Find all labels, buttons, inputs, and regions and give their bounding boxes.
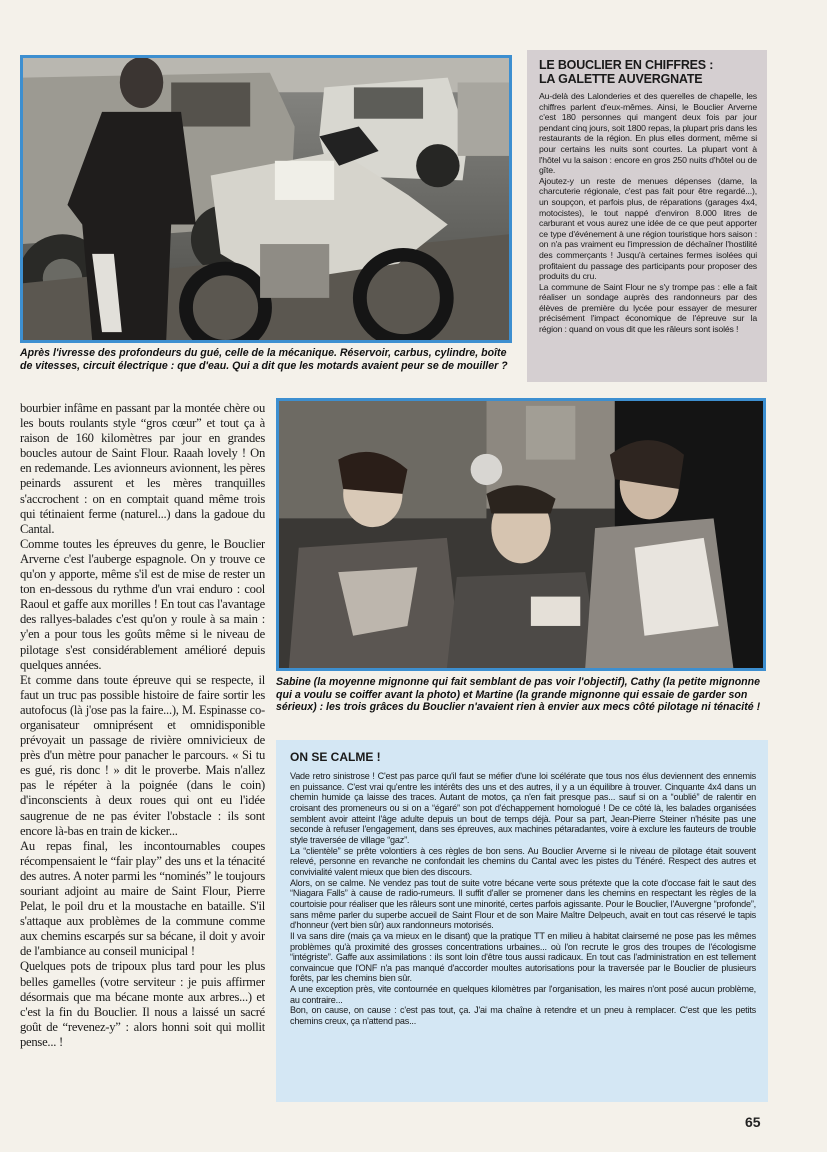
riders-photo-image: [279, 401, 763, 668]
calm-box-paragraph: Il va sans dire (mais ça va mieux en le disant) que la pratique TT en milieu à habitat clairsemé ne pose pas les mêmes problèmes qu'à proximité des grosses concentrations urbaines... où l'on recrute le gros des troupes de l'écologisme “intégriste”. Gaffe aux assimilations : ils sont loin d'être tous aussi radicaux. En tout cas l'administration en est tellement convaincue que l'ONF n'a pas manqué d'accorder moultes autorisations pour la traversée par le Bouclier de plusieurs forêts, par les chemins bien sûr.: [290, 930, 756, 984]
sidebar-paragraph: Ajoutez-y un reste de menues dépenses (dame, la charcuterie régionale, c'est pas fait pour être regardé...), un soupçon, et parfois plus, de réparations (garages 4x4, motocistes), le tout nappé d'environ 8.000 litres de carburant et vous aurez une idée de ce que peut apporter ce type d'événement à une région touristique hors saison : on n'a pas vraiment eu l'impression de déchaîner l'hostilité des commerçants ! Jusqu'à certaines fermes isolées qui profitaient du passage des participants pour proposer des produits du cru.: [539, 175, 757, 282]
calm-box-title: ON SE CALME !: [290, 750, 381, 764]
article-paragraph: Comme toutes les épreuves du genre, le Bouclier Arverne c'est l'auberge espagnole. On y trouve ce qu'on y apporte, même s'il est de mise de rester un ton en-dessous du rythme d'un vrai enduro : cool Raoul et gaffe aux morilles ! En tout cas l'avantage des rallyes-balades c'est qu'on y roule à sa main : y'en a pour tous les goûts même si le niveau de pilotage s'est considérablement amélioré depuis quelques années.: [20, 536, 265, 672]
article-paragraph: Quelques pots de tripoux plus tard pour les plus belles gamelles (votre serviteur : je puis affirmer désormais que ma bécane monte aux arbres...) et c'est la fin du Bouclier. Il nous a laissé un sacré goût de “revenez-y” : alors honni soit qui mollit pense... !: [20, 959, 265, 1049]
calm-box-paragraph: A une exception près, vite contournée en quelques kilomètres par l'organisation, les maires n'ont posé aucun problème, au contraire...: [290, 984, 756, 1005]
sidebar-paragraph: Au-delà des Lalonderies et des querelles de chapelle, les chiffres parlent d'eux-mêmes. Ainsi, le Bouclier Arverne c'est 180 personnes qui mangent deux fois par jour pendant cinq jours, soit 1800 repas, la plupart pris dans les restaurants de la région. En plus elles dorment, même si pour certains les nuits sont courtes. La plupart vont à l'hôtel vu la saison : encore en gros 250 nuits d'hôtel ou de gîte.: [539, 91, 757, 176]
sidebar-figures-box: [527, 50, 767, 382]
photo-three-riders: [276, 398, 766, 671]
calm-box-paragraph: Bon, on cause, on cause : c'est pas tout, ça. J'ai ma chaîne à retendre et un pneu à remplacer. C'est que les petits chemins creux, ça n'attend pas...: [290, 1005, 756, 1027]
photo-caption-riders: Sabine (la moyenne mignonne qui fait semblant de pas voir l'objectif), Cathy (la petite mignonne qui a voulu se coiffer avant la photo) et Martine (la grande mignonne qui essaie de garder son sérieux) : les trois grâces du Bouclier n'avaient rien à envier aux mecs côté pilotage ni ténacité !: [276, 676, 761, 714]
sidebar-title: [539, 58, 757, 86]
motorcycle-photo-image: [23, 58, 509, 340]
article-paragraph: bourbier infâme en passant par la montée chère ou les bouts roulants style “gros cœur” et tout ça à raison de 160 kilomètres par jour en grandes boucles autour de Saint Flour. Raaah lovely ! On en redemande. Les avionneurs avionnent, les pères peinards assurent et les mères tranquilles s'accrochent : on en comptait quand même trois qui tétinaient ferme (naturel...) dans la gadoue du Cantal.: [20, 401, 265, 536]
photo-motorcycle-mechanic: [20, 55, 512, 343]
page-number: 65: [745, 1114, 761, 1130]
sidebar-title-line2: LA GALETTE AUVERGNATE: [539, 72, 703, 86]
sidebar-title-line1: LE BOUCLIER EN CHIFFRES :: [539, 58, 714, 72]
photo-caption-motorcycle: Après l'ivresse des profondeurs du gué, celle de la mécanique. Réservoir, carbus, cylindre, boîte de vitesses, circuit électrique : que d'eau. Qui a dit que les motards avaient peur se de mouiller ?: [20, 347, 508, 372]
calm-box-paragraph: La “clientèle” se prête volontiers à ces règles de bon sens. Au Bouclier Arverne si le niveau de pilotage était souvent relevé, personne en revanche ne confondait les chemins du Cantal avec les pistes du Ténéré. Respect des autres et convivialité valent mieux que bien des discours.: [290, 845, 756, 877]
article-body-column: [20, 401, 265, 1106]
sidebar-paragraph: La commune de Saint Flour ne s'y trompe pas : elle a fait réaliser un sondage auprès des randonneurs par des élèves de première du lycée pour essayer de mesurer précisément l'impact économique de l'épreuve sur la région : quand on vous dit que les râleurs sont isolés !: [539, 281, 757, 335]
calm-box-paragraph: Vade retro sinistrose ! C'est pas parce qu'il faut se méfier d'une loi scélérate que tous nos élus deviennent des ennemis en puissance. C'est vrai qu'entre les intérêts des uns et des autres, il y a un équilibre à trouver. Cinquante 4x4 dans un chemin humide ça laisse des traces. Autant de motos, ça n'en fait presque pas... sauf si on a “oublié” de ralentir en croisant des promeneurs ou si on a “égaré” son pot d'échappement homologué ! De ce côté là, les balades organisées semblent avoir atteint l'âge adulte depuis un bout de temps déjà. Pour sa part, Jean-Pierre Steiner n'hésite pas une seconde à refuser l'engagement, dans ses épreuves, aux machines pétaradantes, voire à exclure les fauteurs de trouble style traversée de village “gaz”.: [290, 771, 756, 845]
article-paragraph: Et comme dans toute épreuve qui se respecte, il faut un truc pas possible histoire de faire sortir les autofocus (là j'ose pas la faire...), M. Espinasse co-organisateur omniprésent et omnidisponible prévoyait un passage de rivière omnivicieux de près d'un mètre pour panacher le parcours. « Si tu es gué, ris donc ! » dit le proverbe. Mais n'allez pas le répéter à la poignée (dans le coin) d'inconscients à deux roues qui ont eu l'idée saugrenue de ne pas éviter l'obstacle : ils sont encore là-bas en train de kicker...: [20, 672, 265, 838]
article-paragraph: Au repas final, les incontournables coupes récompensaient le “fair play” des uns et la ténacité des autres. A noter parmi les “nominés” le toujours souriant adjoint au maire de Saint Flour, Pierre Pelat, le poil dru et la moustache en bataille. S'il s'attaque aux problèmes de la commune comme aux chemins escarpés sur sa bécane, il doit y avoir de l'ambiance au conseil municipal !: [20, 838, 265, 959]
on-se-calme-box: [276, 740, 768, 1102]
calm-box-paragraph: Alors, on se calme. Ne vendez pas tout de suite votre bécane verte sous prétexte que la cote d'occase fait le saut des “Niagara Falls” à cause de radio-rumeurs. Il suffit d'aller se promener dans les chemins en respectant les règles de la courtoisie pour réaliser que les râleurs sont une minorité, certes parfois agissante. Pour le Bouclier, l'Auvergne “profonde”, sans même parler du superbe accueil de Saint Flour et de son Maire Maître Delpeuch, avait en tout cas réservé le tapis d'honneur (vert bien sûr) aux randonneurs motorisés.: [290, 877, 756, 931]
